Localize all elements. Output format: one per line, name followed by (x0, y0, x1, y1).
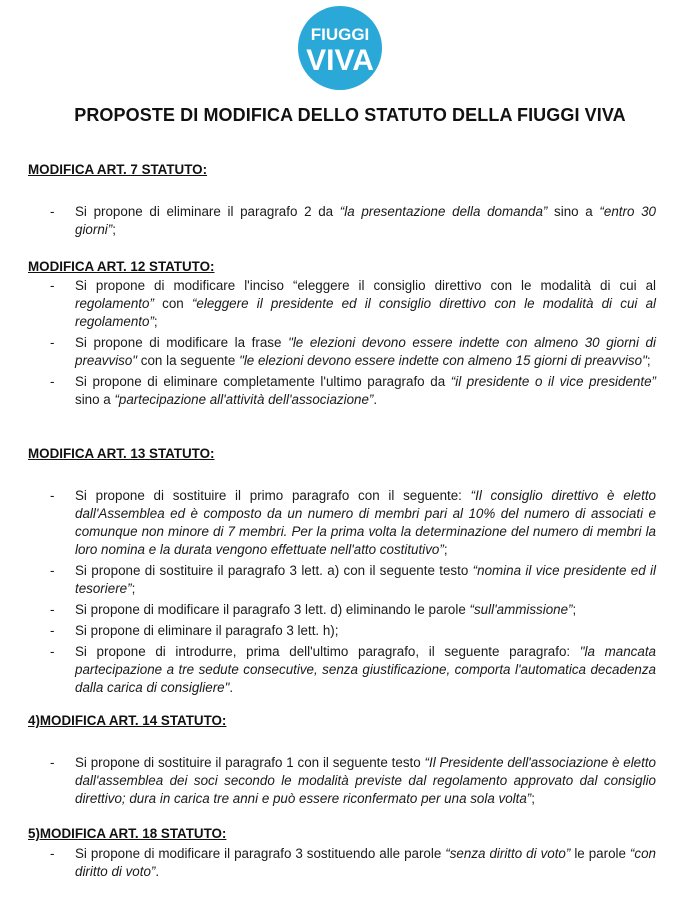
section-heading: 4)MODIFICA ART. 14 STATUTO: (28, 713, 227, 728)
list-bullet: - (50, 563, 55, 578)
quoted-text: regolamento” (75, 296, 154, 311)
logo-line2: VIVA (306, 44, 374, 77)
section-art-14 (28, 713, 656, 811)
item-text: Si propone di modificare l'inciso “eleggere il consiglio direttivo con le modalità di cui al (75, 278, 656, 293)
quoted-text: "le elezioni devono essere indette con almeno 30 giorni di preavviso" (75, 335, 656, 368)
item-text: Si propone di eliminare completamente l'ultimo paragrafo da (75, 374, 451, 389)
list-item (28, 601, 656, 619)
section-art-18 (28, 826, 656, 884)
logo-line1: FIUGGI (310, 25, 370, 44)
list-item (28, 277, 656, 331)
item-text: Si propone di eliminare il paragrafo 2 da (75, 204, 340, 219)
quoted-text: “senza diritto di voto” (445, 846, 571, 861)
item-text: . (373, 392, 378, 407)
item-text: ; (443, 542, 448, 557)
item-text: Si propone di sostituire il primo paragrafo con il seguente: (75, 488, 471, 503)
quoted-text: "le elezioni devono essere indette con almeno 15 giorni di preavviso" (239, 353, 647, 368)
item-text: Si propone di modificare il paragrafo 3 lett. d) eliminando le parole (75, 602, 470, 617)
list-bullet: - (50, 335, 55, 350)
section-heading: MODIFICA ART. 12 STATUTO: (28, 259, 215, 274)
list-item (28, 562, 656, 598)
item-text: Si propone di modificare la frase (75, 335, 289, 350)
list-bullet: - (50, 846, 55, 861)
item-text: ; (153, 314, 158, 329)
document-title: PROPOSTE DI MODIFICA DELLO STATUTO DELLA FIUGGI VIVA (74, 105, 626, 125)
quoted-text: “entro 30 giorni” (75, 204, 656, 237)
section-heading: 5)MODIFICA ART. 18 STATUTO: (28, 826, 227, 841)
list-bullet: - (50, 488, 55, 503)
list-item (28, 643, 656, 697)
item-text: con la seguente (137, 353, 240, 368)
section-art-13 (28, 446, 656, 700)
quoted-text: “nomina il vice presidente ed il tesoriere” (75, 563, 657, 596)
list-bullet: - (50, 204, 55, 219)
quoted-text: “con diritto di voto” (75, 846, 656, 879)
item-text: . (229, 680, 234, 695)
quoted-text: “il presidente o il vice presidente” (450, 374, 656, 389)
item-text: ; (572, 602, 577, 617)
item-text: ; (131, 581, 136, 596)
list-item (28, 622, 656, 640)
list-bullet: - (50, 602, 55, 617)
quoted-text: “la presentazione della domanda” (339, 204, 548, 219)
item-text: Si propone di eliminare il paragrafo 3 lett. h); (75, 623, 339, 638)
item-text: Si propone di introdurre, prima dell'ultimo paragrafo, il seguente paragrafo: (75, 644, 580, 659)
quoted-text: “sull'ammissione” (469, 602, 573, 617)
list-item (28, 334, 656, 370)
list-item (28, 203, 656, 239)
quoted-text: “eleggere il presidente ed il consiglio direttivo con le modalità di cui al regolamento” (75, 296, 656, 329)
item-text: Si propone di modificare il paragrafo 3 sostituendo alle parole (75, 846, 446, 861)
quoted-text: “Il Presidente dell'associazione è eletto dall'assemblea dei soci secondo le modalità previste dal regolamento approvato dal consiglio direttivo; dura in carica tre anni e può essere riconfermato per una sola volta” (75, 755, 657, 806)
list-item (28, 373, 656, 409)
quoted-text: "la mancata partecipazione a tre sedute consecutive, senza giustificazione, comporta l'automatica decadenza dalla carica di consigliere" (75, 644, 656, 695)
list-bullet: - (50, 755, 55, 770)
item-text: . (155, 864, 160, 879)
list-bullet: - (50, 623, 55, 638)
item-text: Si propone di sostituire il paragrafo 3 lett. a) con il seguente testo (75, 563, 473, 578)
item-text: le parole (570, 846, 630, 861)
item-text: sino a (75, 392, 115, 407)
item-text: sino a (547, 204, 600, 219)
list-item (28, 487, 656, 559)
section-heading: MODIFICA ART. 13 STATUTO: (28, 446, 215, 461)
quoted-text: “Il consiglio direttivo è eletto dall'Assemblea ed è composto da un numero di membri pari al 10% del numero di associati e comunque non minore di 7 membri. Per la prima volta la determinazione del numero di membri la loro nomina e la durata vengono effettuate nell'atto costitutivo” (75, 488, 656, 557)
item-text: con (153, 296, 192, 311)
item-text: Si propone di sostituire il paragrafo 1 con il seguente testo (75, 755, 425, 770)
section-art-12 (28, 259, 656, 412)
item-text: ; (646, 353, 651, 368)
quoted-text: “partecipazione all'attività dell'associazione” (114, 392, 374, 407)
fiuggi-viva-logo (296, 4, 384, 92)
list-bullet: - (50, 644, 55, 659)
item-text: ; (112, 222, 116, 237)
logo-icon (296, 4, 384, 92)
section-heading: MODIFICA ART. 7 STATUTO: (28, 162, 208, 177)
list-item (28, 754, 656, 808)
section-art-7 (28, 162, 656, 242)
list-bullet: - (50, 374, 55, 389)
list-item (28, 845, 656, 881)
item-text: ; (531, 791, 535, 806)
list-bullet: - (50, 278, 55, 293)
